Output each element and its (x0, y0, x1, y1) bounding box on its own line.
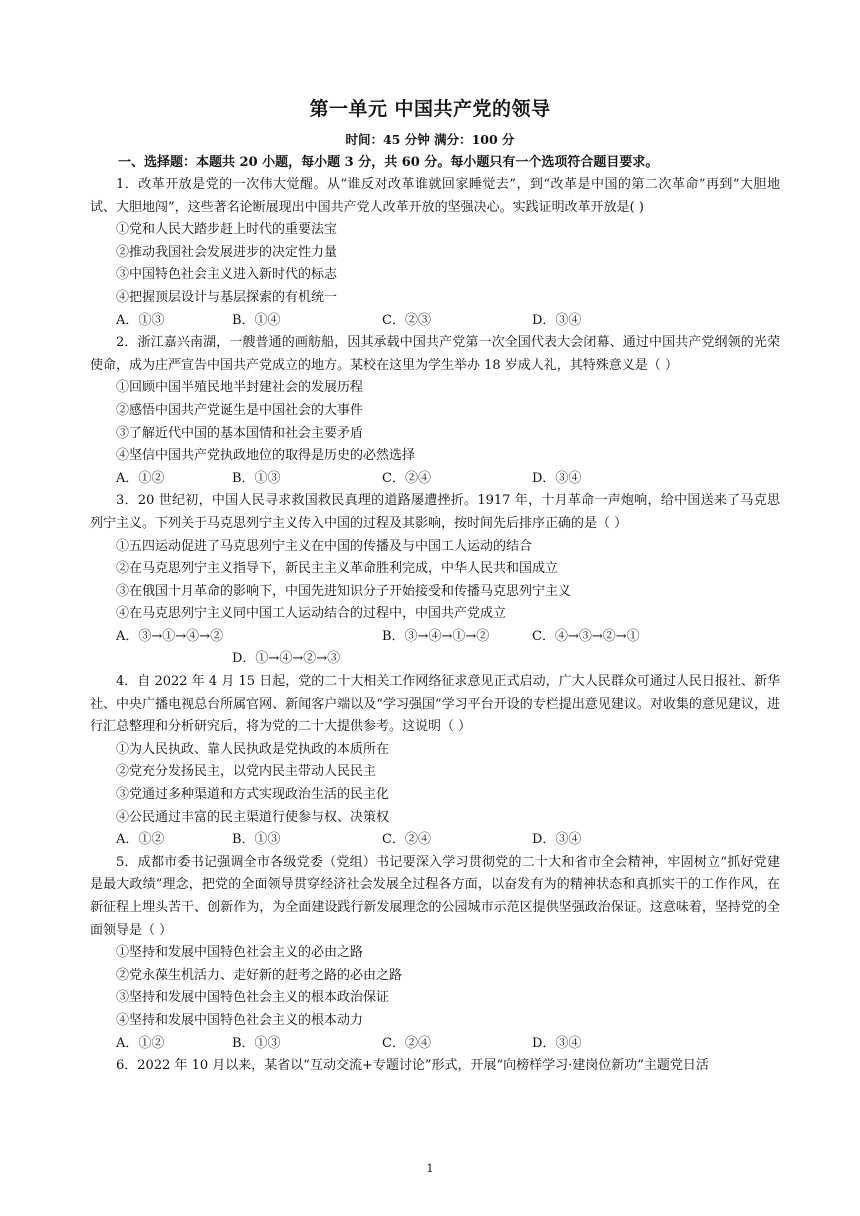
question-stem: 5．成都市委书记强调全市各级党委（党组）书记要深入学习贯彻党的二十大和省市全会精神，牢固树立“抓好党建是最大政绩”理念，把党的全面领导贯穿经济社会发展全过程各方面，以奋发有为的精神状态和真抓实干的工作作风，在新征程上埋头苦干、创新作为，为全面建设践行新发展理念的公园城市示范区提供坚强政治保证。这意味着，坚持党的全面领导是（ ） (90, 854, 780, 938)
statement-2: ②感悟中国共产党诞生是中国社会的大事件 (116, 402, 364, 418)
question-stem: 2．浙江嘉兴南湖，一艘普通的画舫船，因其承载中国共产党第一次全国代表大会闭幕、通过中国共产党纲领的光荣使命，成为庄严宣告中国共产党成立的地方。某校在这里为学生举办 18 岁成人礼，其特殊意义是（ ） (90, 335, 780, 373)
choice-c: C．②③ (382, 312, 431, 328)
choice-a: A．①② (116, 1035, 165, 1051)
choice-c: C．②④ (382, 1035, 431, 1051)
statement-3: ③党通过多种渠道和方式实现政治生活的民主化 (116, 787, 390, 803)
statement-4: ④把握顶层设计与基层探索的有机统一 (116, 289, 338, 305)
question-stem: 6．2022 年 10 月以来，某省以“互动交流+专题讨论”形式，开展“向榜样学习·建岗位新功”主题党日活 (116, 1058, 709, 1074)
statement-2: ②党永葆生机活力、走好新的赶考之路的必由之路 (116, 967, 403, 983)
question-3 (90, 490, 780, 671)
answer-choices (116, 829, 780, 852)
question-1 (90, 174, 780, 332)
section-heading: 一、选择题：本题共 20 小题，每小题 3 分，共 60 分。每小题只有一个选项符合题目要求。 (118, 155, 659, 170)
choice-d: D．①→④→②→③ (232, 651, 341, 667)
statement-3: ③在俄国十月革命的影响下，中国先进知识分子开始接受和传播马克思列宁主义 (116, 583, 572, 599)
choice-d: D．③④ (532, 1035, 582, 1051)
choice-d: D．③④ (532, 312, 582, 328)
statement-4: ④在马克思列宁主义同中国工人运动结合的过程中，中国共产党成立 (116, 606, 507, 622)
statement-3: ③了解近代中国的基本国情和社会主要矛盾 (116, 425, 364, 441)
choice-a: A．①② (116, 832, 165, 848)
statement-4: ④坚信中国共产党执政地位的取得是历史的必然选择 (116, 448, 416, 464)
question-2 (90, 332, 780, 490)
statement-1: ①坚持和发展中国特色社会主义的必由之路 (116, 945, 364, 961)
answer-choices (116, 310, 780, 333)
question-5 (90, 852, 780, 1055)
choice-a: A．③→①→④→② (116, 628, 224, 644)
answer-choices-row-2 (232, 648, 780, 671)
answer-choices (116, 1033, 780, 1056)
choice-b: B．①③ (232, 470, 281, 486)
question-6 (90, 1055, 780, 1078)
page-title: 第一单元 中国共产党的领导 (309, 98, 551, 120)
choice-d: D．③④ (532, 832, 582, 848)
exam-info: 时间：45 分钟 满分：100 分 (345, 132, 515, 147)
choice-a: A．①② (116, 470, 165, 486)
statement-2: ②党充分发扬民主，以党内民主带动人民民主 (116, 764, 377, 780)
question-4 (90, 671, 780, 852)
statement-1: ①党和人民大踏步赶上时代的重要法宝 (116, 222, 338, 238)
answer-choices (116, 468, 780, 491)
choice-b: B．①③ (232, 1035, 281, 1051)
statement-2: ②推动我国社会发展进步的决定性力量 (116, 244, 338, 260)
statement-4: ④坚持和发展中国特色社会主义的根本动力 (116, 1012, 364, 1028)
statement-1: ①回顾中国半殖民地半封建社会的发展历程 (116, 380, 364, 396)
statement-4: ④公民通过丰富的民主渠道行使参与权、决策权 (116, 809, 390, 825)
statement-2: ②在马克思列宁主义指导下，新民主主义革命胜利完成，中华人民共和国成立 (116, 561, 559, 577)
questions (90, 174, 780, 1078)
question-stem: 3．20 世纪初，中国人民寻求救国救民真理的道路屡遭挫折。1917 年，十月革命一声炮响，给中国送来了马克思列宁主义。下列关于马克思列宁主义传入中国的过程及其影响，按时间先后排序正确的是（ ） (90, 493, 780, 531)
question-stem: 1．改革开放是党的一次伟大觉醒。从“谁反对改革谁就回家睡觉去”，到“改革是中国的第二次革命”再到“大胆地试、大胆地闯”，这些著名论断展现出中国共产党人改革开放的坚强决心。实践证明改革开放是( ) (90, 177, 780, 215)
statement-3: ③坚持和发展中国特色社会主义的根本政治保证 (116, 990, 390, 1006)
page-number: 1 (426, 1162, 434, 1175)
statement-1: ①五四运动促进了马克思列宁主义在中国的传播及与中国工人运动的结合 (116, 538, 533, 554)
choice-a: A．①③ (116, 312, 165, 328)
question-stem: 4．自 2022 年 4 月 15 日起，党的二十大相关工作网络征求意见正式启动，广大人民群众可通过人民日报社、新华社、中央广播电视总台所属官网、新闻客户端以及“学习强国”学习平台开设的专栏提出意见建议。对收集的意见建议，进行汇总整理和分析研究后，将为党的二十大提供参考。这说明（ ） (90, 674, 780, 735)
statement-1: ①为人民执政、靠人民执政是党执政的本质所在 (116, 741, 390, 757)
choice-c: C．④→③→②→① (532, 628, 640, 644)
choice-c: C．②④ (382, 832, 431, 848)
choice-b: B．①③ (232, 832, 281, 848)
choice-b: B．③→④→①→② (382, 628, 490, 644)
answer-choices (116, 626, 780, 649)
statement-3: ③中国特色社会主义进入新时代的标志 (116, 267, 338, 283)
choice-d: D．③④ (532, 470, 582, 486)
choice-c: C．②④ (382, 470, 431, 486)
choice-b: B．①④ (232, 312, 281, 328)
